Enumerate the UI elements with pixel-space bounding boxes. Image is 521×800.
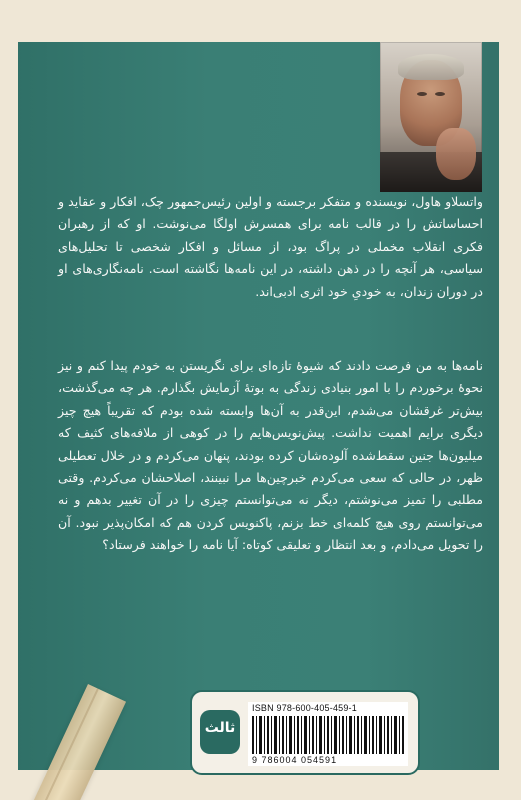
barcode-panel	[190, 690, 420, 775]
isbn-label: ISBN 978-600-405-459-1	[252, 703, 357, 713]
author-right-eye	[435, 92, 445, 96]
isbn-digits: 9 786004 054591	[252, 755, 338, 765]
right-border	[499, 0, 521, 800]
publisher-logo-text: ثالث	[204, 720, 236, 736]
isbn-barcode	[248, 702, 408, 766]
back-cover-paragraph-2: نامه‌ها به من فرصت دادند که شیوهٔ تازه‌ای برای نگریستن به خودم پیدا کنم و نیز نحوهٔ برخوردم را با امور بنیادی زندگی به بوتهٔ آزمایش بگذارم. هر چه می‌گذشت، بیش‌تر غرقشان می‌شدم، این‌قدر به آن‌ها وابسته شده بودم که تقریباً هیچ چیز دیگری برایم اهمیت نداشت. پیش‌نویس‌هایم را در کوهی از ملافه‌های کثیف که میلیون‌ها جنین سقط‌شده آلوده‌شان کرده بودند، پنهان می‌کردم و در خلال تعطیلی ظهر، در حالی که سعی می‌کردم خبرچین‌ها مرا نبینند، اصلاحشان می‌کردم. وقتی مطلبی را تمیز می‌نوشتم، دیگر نه می‌توانستم چیزی را در آن تغییر بدهم و نه می‌توانستم روی هیچ کلمه‌ای خط بزنم، پاکنویس کردن هم که امکان‌پذیر نبود. آن را تحویل می‌دادم، و بعد انتظار و تعلیقی کوتاه: آیا نامه را خواهند فرستاد؟	[58, 358, 483, 553]
barcode-bars	[252, 716, 404, 754]
back-cover-paragraph-1: واتسلاو هاول، نویسنده و متفکر برجسته و اولین رئیس‌جمهور چک، افکار و عقاید و احساساتش را در قالب نامه برای همسرش اولگا می‌نوشت. او که از رهبران فکری انقلاب مخملی در پراگ بود، از مسائل و افکار شخصی تا تحلیل‌های سیاسی، هر آنچه را در ذهن داشته، در این نامه‌ها نگاشته است. نامه‌نگاری‌های او در دوران زندان، به خودیِ خود اثری ادبی‌اند.	[58, 194, 483, 299]
top-border	[0, 0, 521, 42]
author-hair	[398, 54, 464, 80]
left-border	[0, 0, 18, 800]
author-photo	[380, 42, 482, 192]
author-hand	[436, 128, 476, 180]
publisher-logo	[200, 710, 240, 754]
author-left-eye	[417, 92, 427, 96]
